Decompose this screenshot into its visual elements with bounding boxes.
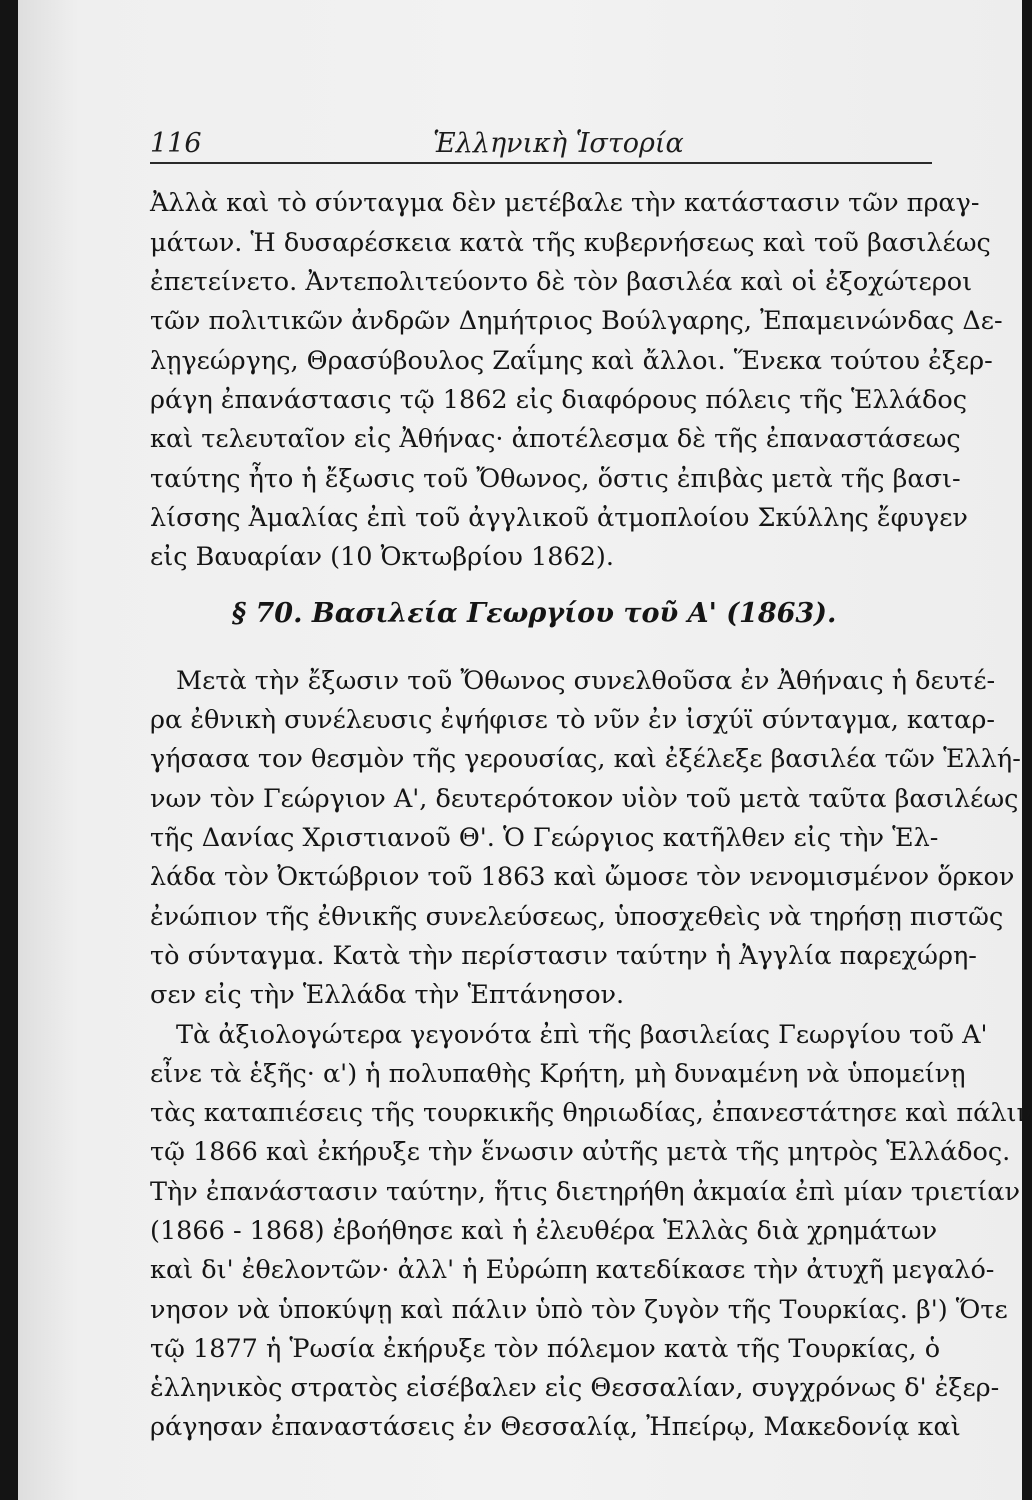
text-line: ταύτης ἦτο ἡ ἔξωσις τοῦ Ὄθωνος, ὅστις ἐπιβὰς μετὰ τῆς βασι- <box>150 464 961 494</box>
page-header <box>150 128 932 164</box>
text-line: τῷ 1877 ἡ Ῥωσία ἐκήρυξε τὸν πόλεμον κατὰ τῆς Τουρκίας, ὁ <box>150 1334 941 1364</box>
text-line: λάδα τὸν Ὀκτώβριον τοῦ 1863 καὶ ὤμοσε τὸν νενομισμένον ὅρκον <box>150 862 1015 892</box>
text-line: καὶ τελευταῖον εἰς Ἀθήνας· ἀποτέλεσμα δὲ τῆς ἐπαναστάσεως <box>150 424 961 454</box>
text-line: ράγησαν ἐπαναστάσεις ἐν Θεσσαλίᾳ, Ἠπείρῳ, Μακεδονίᾳ καὶ <box>150 1412 961 1442</box>
text-line: λῃγεώργης, Θρασύβουλος Ζαΐμης καὶ ἄλλοι. Ἕνεκα τούτου ἐξερ- <box>150 346 993 376</box>
text-line: ἐνώπιον τῆς ἐθνικῆς συνελεύσεως, ὑποσχεθεὶς νὰ τηρήσῃ πιστῶς <box>150 902 1004 932</box>
page-number: 116 <box>150 128 202 159</box>
text-line: ἑλληνικὸς στρατὸς εἰσέβαλεν εἰς Θεσσαλίαν, συγχρόνως δ' ἐξερ- <box>150 1373 1000 1403</box>
text-line: Μετὰ τὴν ἔξωσιν τοῦ Ὄθωνος συνελθοῦσα ἐν Ἀθήναις ἡ δευτέ- <box>176 666 996 696</box>
text-line: Τὰ ἀξιολογώτερα γεγονότα ἐπὶ τῆς βασιλείας Γεωργίου τοῦ Α' <box>176 1020 988 1050</box>
text-line: Τὴν ἐπανάστασιν ταύτην, ἥτις διετηρήθη ἀκμαία ἐπὶ μίαν τριετίαν <box>150 1177 1021 1207</box>
text-line: λίσσης Ἀμαλίας ἐπὶ τοῦ ἀγγλικοῦ ἀτμοπλοίου Σκύλλης ἔφυγεν <box>150 503 968 533</box>
text-line: γήσασα τον θεσμὸν τῆς γερουσίας, καὶ ἐξέλεξε βασιλέα τῶν Ἑλλή- <box>150 744 1021 774</box>
text-line: νησον νὰ ὑποκύψῃ καὶ πάλιν ὑπὸ τὸν ζυγὸν τῆς Τουρκίας. β') Ὅτε <box>150 1295 1008 1325</box>
text-line: τῶν πολιτικῶν ἀνδρῶν Δημήτριος Βούλγαρης, Ἐπαμεινώνδας Δε- <box>150 306 1003 336</box>
text-line: ρα ἐθνικὴ συνέλευσις ἐψήφισε τὸ νῦν ἐν ἰσχύϊ σύνταγμα, καταρ- <box>150 705 995 735</box>
section-heading: § 70. Βασιλεία Γεωργίου τοῦ Α' (1863). <box>232 598 837 629</box>
text-line: νων τὸν Γεώργιον Α', δευτερότοκον υἱὸν τοῦ μετὰ ταῦτα βασιλέως <box>150 784 1019 814</box>
text-line: μάτων. Ἡ δυσαρέσκεια κατὰ τῆς κυβερνήσεως καὶ τοῦ βασιλέως <box>150 228 991 258</box>
text-line: καὶ δι' ἐθελοντῶν· ἀλλ' ἡ Εὐρώπη κατεδίκασε τὴν ἀτυχῆ μεγαλό- <box>150 1255 995 1285</box>
text-line: ράγη ἐπανάστασις τῷ 1862 εἰς διαφόρους πόλεις τῆς Ἑλλάδος <box>150 385 967 415</box>
text-line: ἐπετείνετο. Ἀντεπολιτεύοντο δὲ τὸν βασιλέα καὶ οἱ ἐξοχώτεροι <box>150 267 973 297</box>
text-line: εἶνε τὰ ἑξῆς· α') ἡ πολυπαθὴς Κρήτη, μὴ δυναμένη νὰ ὑπομείνῃ <box>150 1059 966 1089</box>
header-rule <box>150 162 932 164</box>
text-line: τῆς Δανίας Χριστιανοῦ Θ'. Ὁ Γεώργιος κατῆλθεν εἰς τὴν Ἑλ- <box>150 823 939 853</box>
running-title: Ἑλληνικὴ Ἱστορία <box>433 128 684 159</box>
text-line: τὰς καταπιέσεις τῆς τουρκικῆς θηριωδίας, ἐπανεστάτησε καὶ πάλιν <box>150 1098 1032 1128</box>
text-line: (1866 - 1868) ἐβοήθησε καὶ ἡ ἐλευθέρα Ἑλλὰς διὰ χρημάτων <box>150 1216 938 1246</box>
text-line: Ἀλλὰ καὶ τὸ σύνταγμα δὲν μετέβαλε τὴν κατάστασιν τῶν πραγ- <box>150 188 980 218</box>
text-line: τὸ σύνταγμα. Κατὰ τὴν περίστασιν ταύτην ἡ Ἀγγλία παρεχώρη- <box>150 941 977 971</box>
text-line: τῷ 1866 καὶ ἐκήρυξε τὴν ἕνωσιν αὐτῆς μετὰ τῆς μητρὸς Ἑλλάδος. <box>150 1137 1011 1167</box>
text-line: σεν εἰς τὴν Ἑλλάδα τὴν Ἑπτάνησον. <box>150 980 625 1010</box>
text-line: εἰς Βαυαρίαν (10 Ὀκτωβρίου 1862). <box>150 542 614 572</box>
